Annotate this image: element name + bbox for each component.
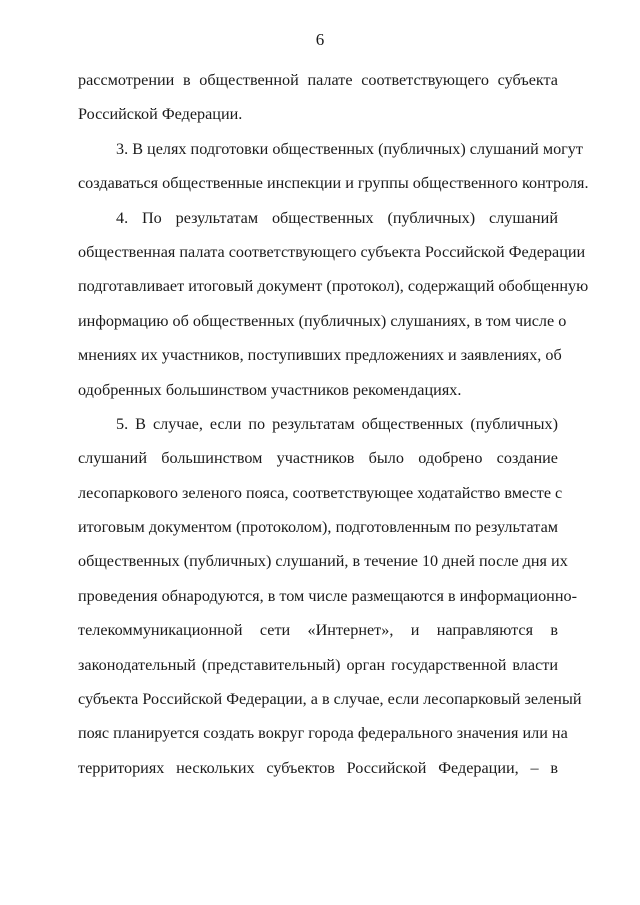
text-line: подготавливает итоговый документ (протокол), содержащий обобщенную (78, 277, 589, 296)
text-line: Российской Федерации. (78, 105, 243, 124)
text-line: проведения обнародуются, в том числе размещаются в информационно- (78, 586, 577, 605)
text-line: одобренных большинством участников рекомендациях. (78, 380, 462, 399)
text-line: рассмотрении в общественной палате соответствующего субъекта (78, 71, 558, 89)
text-line: общественная палата соответствующего субъекта Российской Федерации (78, 242, 586, 261)
text-line: создаваться общественные инспекции и группы общественного контроля. (78, 174, 589, 193)
text-line: лесопаркового зеленого пояса, соответствующее ходатайство вместе с (78, 483, 563, 502)
text-line: итоговым документом (протоколом), подготовленным по результатам (78, 518, 558, 537)
text-line: пояс планируется создать вокруг города федерального значения или на (78, 724, 568, 743)
text-line: общественных (публичных) слушаний, в течение 10 дней после дня их (78, 552, 568, 571)
text-line: мнениях их участников, поступивших предложениях и заявлениях, об (78, 346, 562, 365)
text-line: слушаний большинством участников было одобрено создание (78, 449, 558, 468)
text-line: информацию об общественных (публичных) слушаниях, в том числе о (78, 311, 567, 330)
text-line: субъекта Российской Федерации, а в случае, если лесопарковый зеленый (78, 690, 582, 709)
page-number: 6 (315, 30, 325, 49)
document-body (78, 63, 589, 785)
text-line: 5. В случае, если по результатам общественных (публичных) (116, 414, 558, 433)
text-line: законодательный (представительный) орган государственной власти (78, 655, 558, 674)
text-line: телекоммуникационной сети «Интернет», и направляются в (78, 621, 558, 640)
text-line: 4. По результатам общественных (публичных) слушаний (116, 208, 558, 227)
text-line: территориях нескольких субъектов Российской Федерации, – в (78, 758, 558, 777)
text-line: 3. В целях подготовки общественных (публичных) слушаний могут (116, 139, 583, 158)
